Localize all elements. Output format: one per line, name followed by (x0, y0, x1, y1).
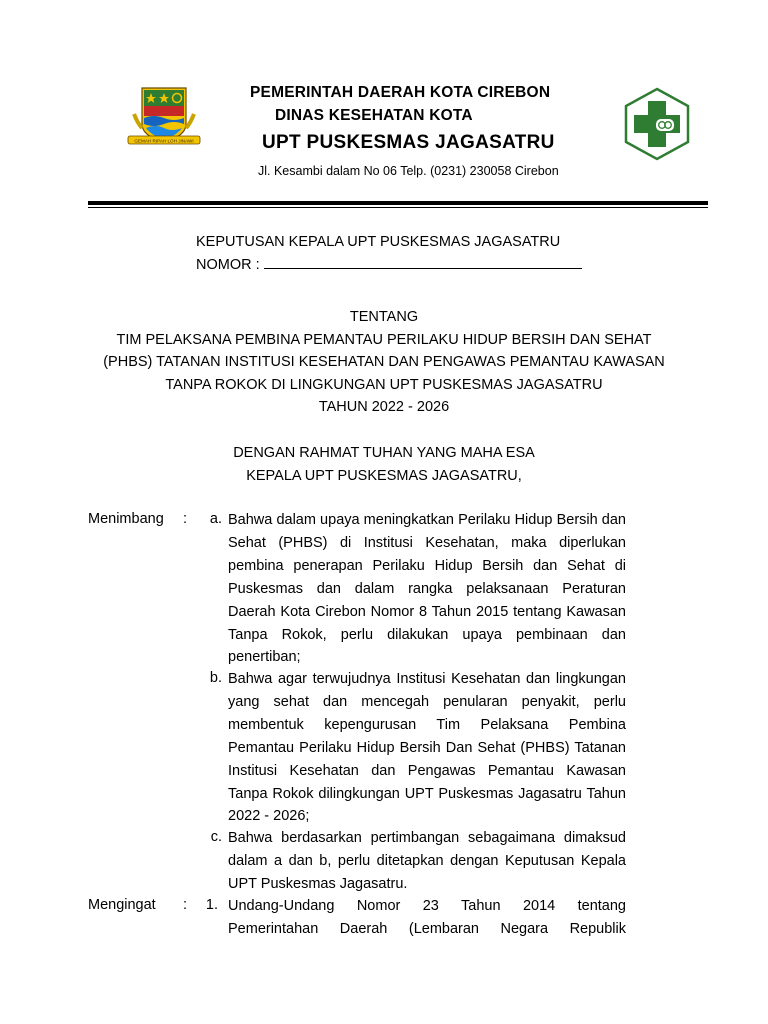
header-department-title: DINAS KESEHATAN KOTA (275, 107, 473, 124)
menimbang-colon: : (183, 511, 188, 527)
menimbang-marker-c: c. (210, 829, 222, 845)
mengingat-item-1: Undang-Undang Nomor 23 Tahun 2014 tentang Pemerintahan Daerah (Lembaran Negara Republik (228, 898, 626, 937)
mengingat-marker-1: 1. (205, 897, 218, 913)
header-unit-title: UPT PUSKESMAS JAGASATRU (262, 132, 555, 153)
header-divider-thick (88, 201, 708, 205)
puskesmas-logo-icon (620, 87, 694, 161)
decree-number (196, 256, 582, 273)
header-address: Jl. Kesambi dalam No 06 Telp. (0231) 230058 Cirebon (258, 164, 559, 178)
logo-motto: GEMAH RIPAH LOH JINAWI (134, 138, 194, 144)
menimbang-item-c: Bahwa berdasarkan pertimbangan sebagaimana dimaksud dalam a dan b, perlu ditetapkan dengan Keputusan Kepala UPT Puskesmas Jagasatru. (228, 830, 626, 892)
decree-title: KEPUTUSAN KEPALA UPT PUSKESMAS JAGASATRU (196, 234, 561, 250)
official-line: KEPALA UPT PUSKESMAS JAGASATRU, (246, 468, 522, 484)
cirebon-coat-of-arms-icon (120, 84, 208, 152)
tentang-heading: TENTANG (349, 309, 419, 325)
menimbang-marker-b: b. (209, 670, 222, 686)
menimbang-item-a: Bahwa dalam upaya meningkatkan Perilaku Hidup Bersih dan Sehat (PHBS) di Institusi Kesehatan, maka diperlukan pembina penerapan Perilaku Hidup Bersih dan Sehat di Puskesmas dan dalam rangka pelaksanaan Peraturan Daerah Kota Cirebon Nomor 8 Tahun 2015 tentang Kawasan Tanpa Rokok, perlu dilakukan upaya pembinaan dan penertiban; (228, 512, 626, 666)
decree-number-blank (264, 256, 582, 269)
header-divider-thin (88, 207, 708, 208)
blessing-line: DENGAN RAHMAT TUHAN YANG MAHA ESA (233, 445, 535, 461)
subject-line-2: (PHBS) TATANAN INSTITUSI KESEHATAN DAN PENGAWAS PEMANTAU KAWASAN (103, 354, 665, 370)
subject-period: TAHUN 2022 - 2026 (318, 399, 450, 415)
subject-line-1: TIM PELAKSANA PEMBINA PEMANTAU PERILAKU HIDUP BERSIH DAN SEHAT (116, 332, 652, 348)
header-government-title: PEMERINTAH DAERAH KOTA CIREBON (250, 84, 551, 101)
menimbang-marker-a: a. (209, 511, 222, 527)
mengingat-colon: : (183, 897, 188, 913)
menimbang-item-b: Bahwa agar terwujudnya Institusi Kesehatan dan lingkungan yang sehat dan mencegah penularan penyakit, perlu membentuk kepengurusan Tim Pelaksana Pembina Pemantau Perilaku Hidup Bersih Dan Sehat (PHBS) Tatanan Institusi Kesehatan dan Pengawas Pemantau Kawasan Tanpa Rokok dilingkungan UPT Puskesmas Jagasatru Tahun 2022 - 2026; (228, 671, 626, 825)
menimbang-label: Menimbang (88, 511, 164, 527)
mengingat-label: Mengingat (88, 897, 156, 913)
subject-line-3: TANPA ROKOK DI LINGKUNGAN UPT PUSKESMAS JAGASATRU (165, 377, 603, 393)
decree-number-label: NOMOR : (196, 257, 260, 273)
